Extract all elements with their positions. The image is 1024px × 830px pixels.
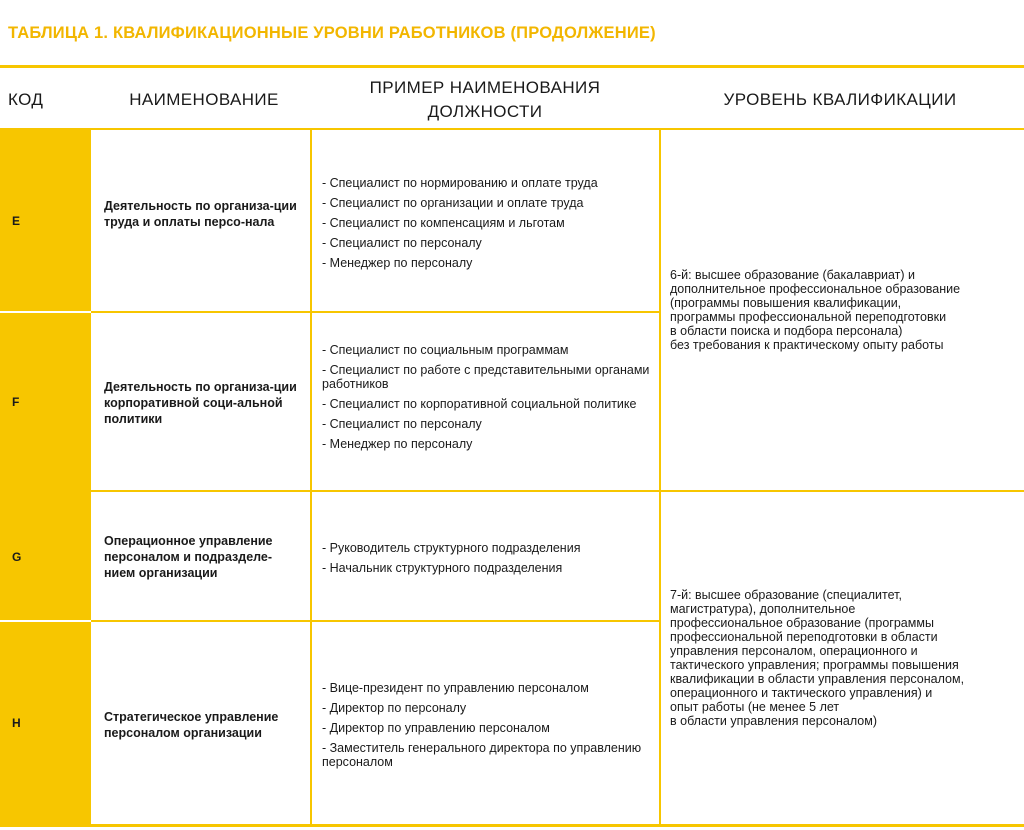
header-code: КОД xyxy=(8,90,44,109)
list-item: - Директор по управлению персоналом xyxy=(322,721,550,735)
examples-list-e xyxy=(322,176,652,276)
grid-vline-2 xyxy=(659,130,661,824)
list-item: - Директор по персоналу xyxy=(322,701,467,715)
grid-vline-1 xyxy=(310,130,312,824)
list-item: - Начальник структурного подразделения xyxy=(322,561,563,575)
code-cell-g xyxy=(0,492,91,620)
list-item: - Руководитель структурного подразделения xyxy=(322,541,581,555)
row-name-e: Деятельность по организа-ции труда и оплаты персо-нала xyxy=(104,199,297,229)
examples-list-f xyxy=(322,343,652,457)
list-item: - Специалист по персоналу xyxy=(322,236,482,250)
row-name-h: Стратегическое управление персоналом организации xyxy=(104,710,279,740)
examples-list-h xyxy=(322,681,652,775)
row-name-g: Операционное управление персоналом и подразделе-нием организации xyxy=(104,534,273,580)
list-item: - Менеджер по персоналу xyxy=(322,256,473,270)
header-rule xyxy=(0,128,1024,130)
code-cell-e xyxy=(0,130,91,311)
code-f: F xyxy=(12,395,20,409)
level-7-text: 7-й: высшее образование (специалитет, магистратура), дополнительное профессиональное образование (программы профессиональной переподготовки в области управления персоналом, операционного и тактического управления; программы повышения квалификации в области управления персоналом, операционного и тактического управления) и опыт работы (не менее 5 лет в области управления персоналом) xyxy=(670,588,965,728)
examples-list-g xyxy=(322,541,652,581)
list-item: - Специалист по работе с представительными органами работников xyxy=(322,363,650,391)
row-divider-fg xyxy=(0,490,1024,492)
top-rule xyxy=(0,65,1024,68)
list-item: - Специалист по персоналу xyxy=(322,417,482,431)
row-divider-gh xyxy=(91,620,661,622)
bottom-rule xyxy=(0,824,1024,827)
header-level: УРОВЕНЬ КВАЛИФИКАЦИИ xyxy=(723,90,957,109)
list-item: - Вице-президент по управлению персоналом xyxy=(322,681,589,695)
code-h: H xyxy=(12,716,21,730)
table-title: ТАБЛИЦА 1. КВАЛИФИКАЦИОННЫЕ УРОВНИ РАБОТНИКОВ (ПРОДОЛЖЕНИЕ) xyxy=(8,24,656,42)
header-name: НАИМЕНОВАНИЕ xyxy=(129,90,279,109)
code-cell-h xyxy=(0,622,91,824)
code-cell-f xyxy=(0,313,91,490)
list-item: - Заместитель генерального директора по управлению персоналом xyxy=(322,741,642,769)
list-item: - Специалист по социальным программам xyxy=(322,343,569,357)
header-example: ПРИМЕР НАИМЕНОВАНИЯ ДОЛЖНОСТИ xyxy=(369,78,601,121)
row-name-f: Деятельность по организа-ции корпоративной соци-альной политики xyxy=(104,380,297,426)
level-6-text: 6-й: высшее образование (бакалавриат) и дополнительное профессиональное образование (программы повышения квалификации, программы профессиональной переподготовки в области поиска и подбора персонала) без требования к практическому опыту работы xyxy=(670,268,961,352)
list-item: - Менеджер по персоналу xyxy=(322,437,473,451)
list-item: - Специалист по организации и оплате труда xyxy=(322,196,584,210)
list-item: - Специалист по нормированию и оплате труда xyxy=(322,176,598,190)
code-e: E xyxy=(12,214,21,228)
code-g: G xyxy=(12,550,22,564)
list-item: - Специалист по корпоративной социальной политике xyxy=(322,397,637,411)
row-divider-ef xyxy=(91,311,661,313)
list-item: - Специалист по компенсациям и льготам xyxy=(322,216,565,230)
